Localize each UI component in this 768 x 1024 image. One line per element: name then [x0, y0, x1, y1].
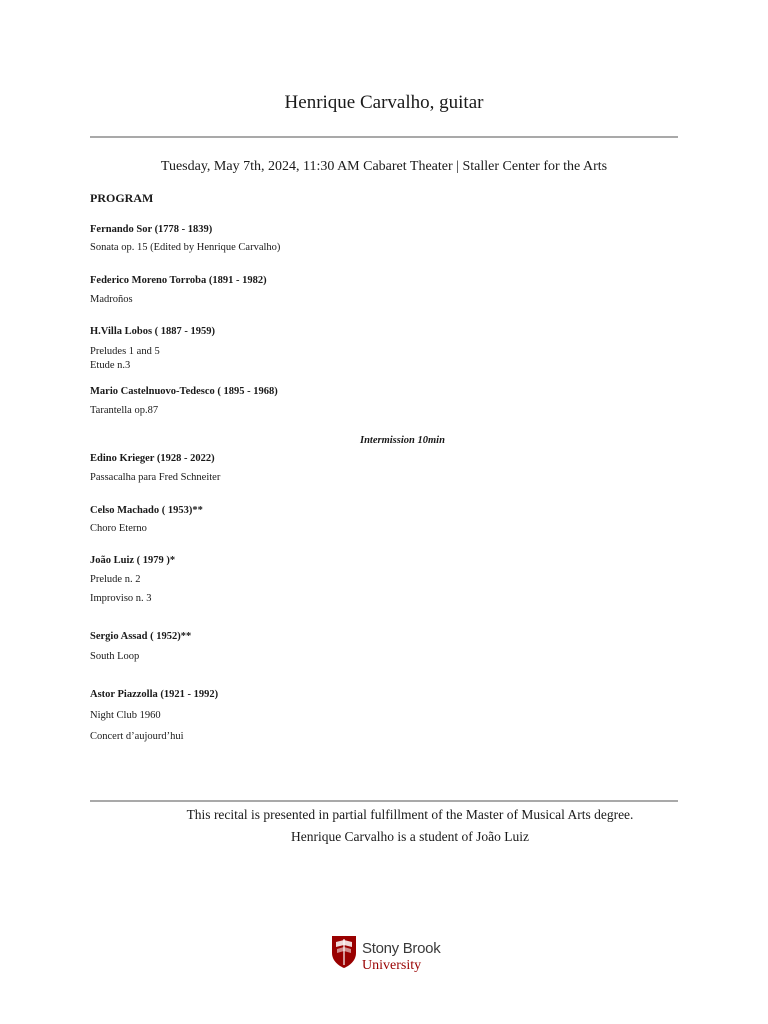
composer-name: Celso Machado ( 1953)** [90, 505, 203, 516]
intermission-note: Intermission 10min [360, 435, 445, 446]
work-title: South Loop [90, 651, 140, 662]
top-divider [90, 136, 678, 138]
program-heading: PROGRAM [90, 191, 154, 205]
degree-note: This recital is presented in partial fulfillment of the Master of Musical Arts degree. [186, 807, 634, 822]
composer-name: Federico Moreno Torroba (1891 - 1982) [90, 275, 267, 286]
work-title: Choro Eterno [90, 523, 147, 534]
work-title: Concert d’aujourd’hui [90, 731, 184, 742]
work-title: Preludes 1 and 5 [90, 346, 160, 357]
work-title: Sonata op. 15 (Edited by Henrique Carvalho) [90, 242, 281, 253]
composer-name: H.Villa Lobos ( 1887 - 1959) [90, 326, 216, 337]
work-title: Night Club 1960 [90, 710, 161, 721]
composer-name: João Luiz ( 1979 )* [90, 555, 176, 566]
logo-wordmark-bottom: University [362, 958, 422, 973]
composer-name: Astor Piazzolla (1921 - 1992) [90, 689, 219, 700]
recital-title: Henrique Carvalho, guitar [284, 92, 484, 113]
date-venue-line: Tuesday, May 7th, 2024, 11:30 AM Cabaret Theater | Staller Center for the Arts [160, 159, 608, 174]
work-title: Madroños [90, 294, 133, 305]
university-shield-icon [331, 935, 357, 969]
work-title: Prelude n. 2 [90, 574, 141, 585]
composer-name: Mario Castelnuovo-Tedesco ( 1895 - 1968) [90, 386, 278, 397]
work-title: Improviso n. 3 [90, 593, 152, 604]
work-title: Passacalha para Fred Schneiter [90, 472, 221, 483]
composer-name: Sergio Assad ( 1952)** [90, 631, 192, 642]
logo-wordmark-top: Stony Brook [362, 940, 441, 957]
work-title: Etude n.3 [90, 360, 131, 371]
work-title: Tarantella op.87 [90, 405, 159, 416]
composer-name: Fernando Sor (1778 - 1839) [90, 224, 213, 235]
teacher-note: Henrique Carvalho is a student of João Luiz [290, 829, 530, 844]
bottom-divider [90, 800, 678, 802]
composer-name: Edino Krieger (1928 - 2022) [90, 453, 215, 464]
